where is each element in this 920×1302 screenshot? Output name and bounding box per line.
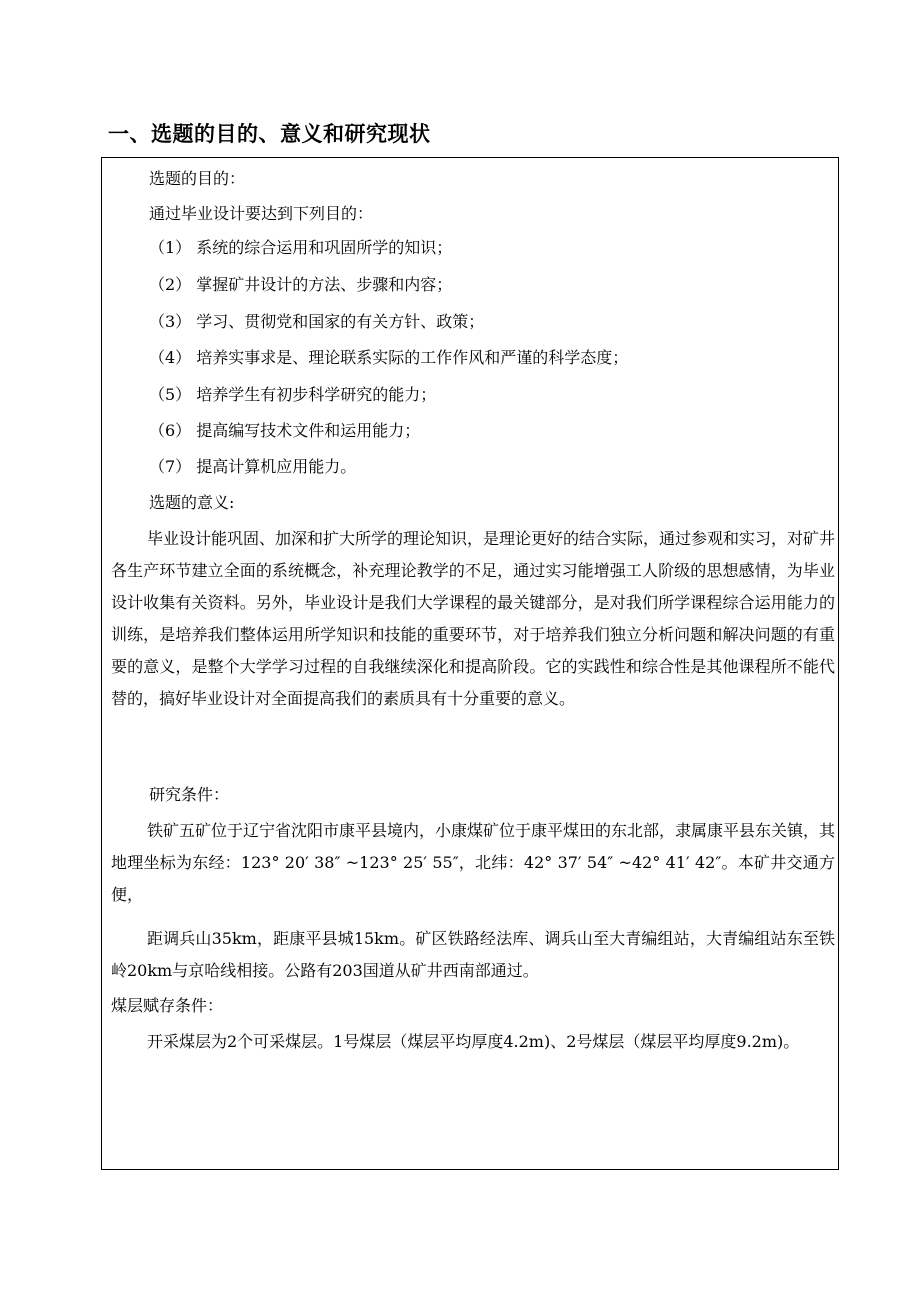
content-box [101,157,839,1170]
section-heading: 一、选题的目的、意义和研究现状 [108,122,431,146]
significance-label: 选题的意义: [149,493,235,512]
purpose-item-4: （4） 培养实事求是、理论联系实际的工作作风和严谨的科学态度； [149,348,629,367]
purpose-item-1: （1） 系统的综合运用和巩固所学的知识； [149,238,453,257]
purpose-item-5: （5） 培养学生有初步科学研究的能力； [149,385,437,404]
purpose-item-2: （2） 掌握矿井设计的方法、步骤和内容； [149,275,453,294]
purpose-label: 选题的目的： [149,169,246,188]
purpose-item-3: （3） 学习、贯彻党和国家的有关方针、政策； [149,312,485,331]
purpose-intro: 通过毕业设计要达到下列目的： [149,204,374,223]
location-paragraph: 铁矿五矿位于辽宁省沈阳市康平县境内，小康煤矿位于康平煤田的东北部，隶属康平县东关镇，其地理坐标为东经：123° 20′ 38″ ~123° 25′ 55″，北纬：42° 37′ 54″ ~42° 41′ 42″。本矿井交通方便， [111,821,836,904]
seams-paragraph: 开采煤层为2个可采煤层。1号煤层（煤层平均厚度4.2m)、2号煤层（煤层平均厚度9.2m)。 [147,1032,800,1051]
seams-label: 煤层赋存条件： [111,996,224,1015]
significance-paragraph: 毕业设计能巩固、加深和扩大所学的理论知识，是理论更好的结合实际，通过参观和实习，对矿井各生产环节建立全面的系统概念，补充理论教学的不足，通过实习能增强工人阶级的思想感情，为毕业设计收集有关资料。另外，毕业设计是我们大学课程的最关键部分，是对我们所学课程综合运用能力的训练，是培养我们整体运用所学知识和技能的重要环节，对于培养我们独立分析问题和解决问题的有重要的意义，是整个大学学习过程的自我继续深化和提高阶段。它的实践性和综合性是其他课程所不能代替的，搞好毕业设计对全面提高我们的素质具有十分重要的意义。 [111,529,836,708]
conditions-label: 研究条件： [149,785,230,804]
purpose-item-6: （6） 提高编写技术文件和运用能力； [149,421,421,440]
purpose-item-7: （7） 提高计算机应用能力。 [149,457,357,476]
transport-paragraph: 距调兵山35km，距康平县城15km。矿区铁路经法库、调兵山至大青编组站，大青编组站东至铁岭20km与京哈线相接。公路有203国道从矿井西南部通过。 [111,929,835,980]
